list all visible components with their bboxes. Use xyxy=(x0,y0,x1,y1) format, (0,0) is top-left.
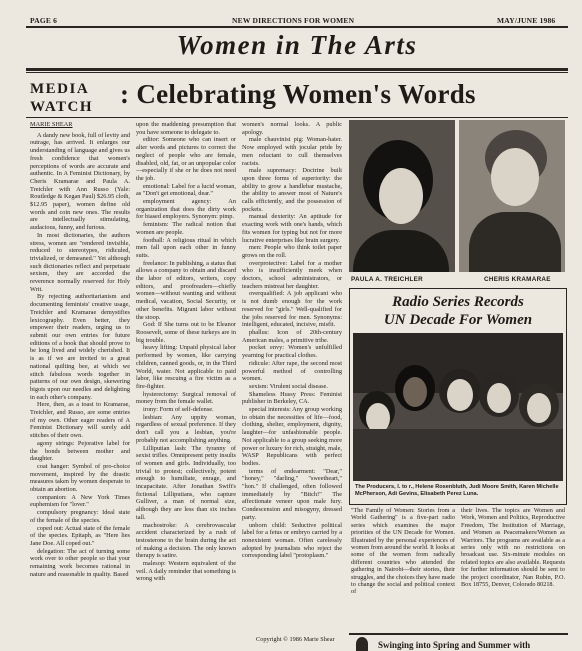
paragraph: coat hanger: Symbol of pro-choice movement, inspired by the drastic measures taken by women desperate to obtain an abortion. xyxy=(30,462,130,494)
bottom-rule xyxy=(349,633,568,635)
sidebar-body-left: "The Family of Women: Stories from a World Gathering" is a five-part radio series which examines the major priorities of the UN Decade for Women. Illustrated by the personal experiences of women from around the world. It looks at some of the women from radically different countries who attended the gathering in Nairobi—their stories, their struggles, and the choices they have made to change the social and political context of xyxy=(351,507,455,596)
photo-subject-face xyxy=(379,168,423,224)
byline: MARIE SHEAR xyxy=(30,121,73,128)
sidebar-photo-caption: The Producers, l. to r., Helene Rosenbluth, Judi Moore Smith, Karen Michelle McPherson, Adi Gevins, Elisabeth Perez Luna. xyxy=(355,484,559,497)
paragraph: heavy lifting: Unpaid physical labor performed by women, like carrying children, canned goods, or, in the Third World, water. Not applicable to paid labor, like rescuing a fire victim as a fire-fighter. xyxy=(136,344,236,390)
paragraph: football: A religious ritual in which men fall upon each other in funny suits. xyxy=(136,236,236,259)
paragraph: emotional: Label for a lucid woman, as "Don't get emotional, dear." xyxy=(136,182,236,198)
paragraph: ridicule: After rape, the second most powerful method of controlling women. xyxy=(242,359,342,383)
paragraph: phallus: Icon of 20th-century American males, a primitive tribe. xyxy=(242,328,342,344)
paragraph: overqualified: A job applicant who is not dumb enough for the work reserved for "girls." Well-qualified for the jobs reserved for men. Synonyms: intelligent, educated, incisive, misfit. xyxy=(242,290,342,329)
caption-cheris-kramarae: CHERIS KRAMARAE xyxy=(484,276,551,283)
paragraph: women's normal looks. A public apology. xyxy=(242,121,342,136)
section-rule-thin xyxy=(26,72,568,73)
sidebar-box xyxy=(349,288,567,505)
sidebar-title xyxy=(350,293,566,329)
paragraph: terms of endearment: "Dear," "honey," "darling," "sweetheart," "hon." If challenged, often followed immediately by "Bitch!" The affectionate veneer upon male fury. Condescension and misogyny, dressed party. xyxy=(242,467,342,521)
caption-paula-treichler: PAULA A. TREICHLER xyxy=(351,276,423,283)
paragraph: editor: Someone who can insert or alter words and pictures to correct the neglect of people who are female, disabled, old, fat, or an unpopular color—especially if she or he does not need the job. xyxy=(136,136,236,182)
copyright-line: Copyright © 1986 Marie Shear xyxy=(256,636,335,643)
paragraph: coped out: Actual state of the female of the species. Epitaph, as "Here lies Jane Doe. All coped out." xyxy=(30,524,130,547)
paragraph: companion: A New York Times euphemism for "lover." xyxy=(30,493,130,509)
publication-name: NEW DIRECTIONS FOR WOMEN xyxy=(232,16,355,25)
article-column-1 xyxy=(30,121,130,645)
photo-subject-face xyxy=(491,148,539,206)
paragraph: male supremacy: Doctrine built upon three forms of superiority: the ability to grow a handlebar mustache, the ability to answer most of Nature's calls efficiently, and the possession of pockets. xyxy=(242,167,342,213)
paragraph: irony: Form of self-defense. xyxy=(143,406,214,414)
sidebar-title-line-1: Radio Series Records xyxy=(392,294,524,310)
paragraph: employment agency: An organization that does the dirty work for biased employers. Synonym: pimp. xyxy=(136,198,236,221)
paragraph: overprotective: Label for a mother who is insufficiently meek when doctors, school administrators, or teachers mistreat her daughter. xyxy=(242,259,342,290)
paragraph: machostroke: A cerebrovascular accident characterized by a rush of testosterone to the brain during the act of making a decision. The only known therapy is satire. xyxy=(136,521,236,560)
kicker-line-2: WATCH xyxy=(30,99,94,115)
paragraph: delegation: The act of turning some work over to other people so that your remaining work becomes rational in nature and reasonable in quality. Based xyxy=(30,547,130,578)
issue-date: MAY/JUNE 1986 xyxy=(497,16,556,25)
column-kicker xyxy=(30,80,93,116)
sidebar-title-line-2: UN Decade For Women xyxy=(383,312,533,328)
paragraph: lesbian: Any uppity woman, regardless of sexual preference. If they don't call you a lesbian, you're probably not accomplishing anything. xyxy=(136,413,236,444)
paragraph: compulsory pregnancy: Ideal state of the female of the species. xyxy=(30,509,130,524)
paragraph: A dandy new book, full of levity and outrage, has arrived. It enlarges our understanding of language and gives us fresh confidence that women's perceptions of words are accurate and authentic. In A Feminist Dictionary, by Cheris Kramarae and Paula A. Treichler with Ann Russo (Yale: Routledge & Kegan Paul) $26.95 cloth, $12.95 paper), women define old words and coin new ones. The results are intellectually stimulating, audacious, funny, and furious. xyxy=(30,131,130,232)
header-rule xyxy=(26,26,568,28)
page-number: PAGE 6 xyxy=(30,16,58,25)
paragraph: special interests: Any group working to obtain the necessities of life—food, clothing, shelter, employment, dignity, laughter—for unfashionable people. Not applicable to a group seeking more power or luxury for rich, straight, male, WASP Republicans with perfect bodies. xyxy=(242,406,342,467)
photo-subject-body xyxy=(353,230,449,272)
paragraph: God: If She turns out to be Eleanor Roosevelt, some of these turkeys are in big trouble. xyxy=(136,321,236,344)
article-column-3 xyxy=(242,121,342,633)
sidebar-body-right: their lives. The topics are Women and Work, Women and Politics, Reproductive Freedom, The Institution of Marriage, and Women as Peacemakers/Women as Warriors. The programs are available as a series only with no restrictions on broadcast use. Six-minute modules on related topics are also available. Requests for further information should be sent to the project coordinator, Nan Rubin, P.O. Box 18755, Denver, Colorado 80218. xyxy=(461,507,565,589)
photo-cheris-kramarae xyxy=(459,120,565,272)
paragraph: unborn child: Seductive political label for a fetus or embryo carried by a nonexistent woman. Often carelessly adopted by journalists who reject the corresponding label "protoplasm." xyxy=(242,521,342,560)
paragraph: Here, then, as a toast to Kramarae, Treichler, and Russo, are some entries of my own. Other eager readers of A Feminist Dictionary will surely add stitches of their own. xyxy=(30,401,130,440)
article-headline: : Celebrating Women's Words xyxy=(120,79,476,109)
paragraph: Shameless Hussy Press: Feminist publisher in Berkeley, CA. xyxy=(242,390,342,406)
photo-producers xyxy=(353,333,563,481)
photo-paula-treichler xyxy=(349,120,455,272)
producer-3-face xyxy=(447,379,473,411)
paragraph: hysterectomy: Surgical removal of money from the female wallet. xyxy=(136,390,236,406)
paragraph: malesop: Western equivalent of the veil. A daily reminder that something is wrong with xyxy=(136,560,236,583)
producer-2-face xyxy=(403,377,427,407)
photo-subject-body xyxy=(469,212,561,272)
section-rule xyxy=(26,68,568,71)
headline-rule xyxy=(26,117,568,118)
producer-4-face xyxy=(487,383,511,413)
article-column-2 xyxy=(136,121,236,645)
paragraph: male chauvinist pig: Woman-hater. Now employed with jocular pride by men reluctant to cull themselves racists. xyxy=(242,136,342,167)
footer-teaser: Swinging into Spring and Summer with xyxy=(378,640,531,650)
paragraph: upon the maddening presumption that you have someone to delegate to. xyxy=(136,121,236,136)
paragraph: freelance: In publishing, a status that allows a company to obtain and discard the labor of editors, writers, copy editors, and proofreaders—chiefly women—without wanting and without medical, vacation, Social Security, or other benefits. Migrant labor without the stoop. xyxy=(136,259,236,321)
paragraph: manual dexterity: An aptitude for exacting work with one's hands, which fits women for typing but not for more lucrative enterprises like brain surgery. xyxy=(242,213,342,244)
photo-bodies xyxy=(353,429,563,481)
paragraph: By rejecting authoritarianism and documenting feminists' creative usage, Treichler and Kramarae demystifies lexicography. Even better, they empower their readers, urging us to submit our own entries for future editions of a book that should prove to be long lived and widely cherished. It is as if we are invited to a great national quilting bee, at which we stitch fabulous words together in patterns of our own design, skewering bigots upon our needles and delighting in each other's company. xyxy=(30,293,130,401)
paragraph: agony strings: Pejorative label for the bonds between mother and daughter. xyxy=(30,439,130,463)
paragraph: pocket envy: Women's unfulfilled yearning for practical clothes. xyxy=(242,344,342,360)
paragraph: men: People who think toilet paper grows on the roll. xyxy=(242,244,342,259)
paragraph: Lilliputian lash: The tyranny of sexist trifles. Omnipresent petty insults of women and girls. Individually, too trivial to protest; collectively, potent enough to humiliate, enrage, and incapacitate. After Jonathan Swift's fictional Lilliputians, who capture Gulliver, a man of normal size, although they are less than six inches tall. xyxy=(136,444,236,521)
kicker-line-1: MEDIA xyxy=(30,81,90,97)
producer-5-face xyxy=(527,393,551,423)
paragraph: In most dictionaries, the authors stress, women are "rendered invisible, reduced to stereotypes, ridiculed, trivialized, or demeaned." Yet although such dictionaries reflect and perpetuate sexism, they are accorded the reverence normally reserved for Holy Writ. xyxy=(30,231,130,293)
section-title: Women in The Arts xyxy=(176,30,418,60)
footer-figure-icon xyxy=(356,637,368,651)
paragraph: feminism: The radical notion that women are people. xyxy=(136,221,236,236)
paragraph: sexism: Virulent social disease. xyxy=(249,382,328,390)
